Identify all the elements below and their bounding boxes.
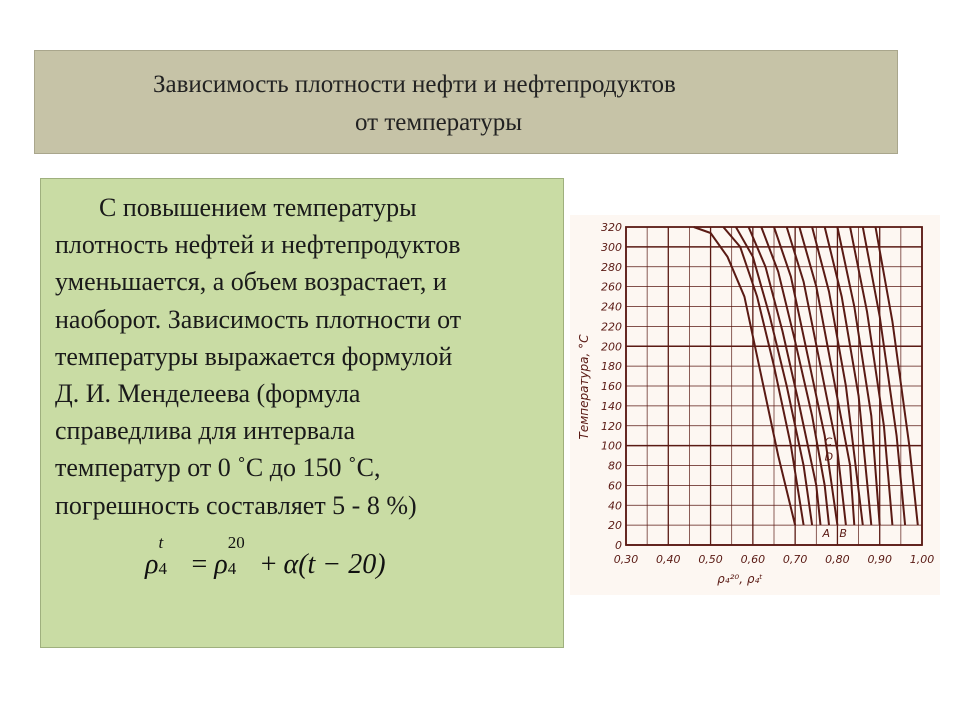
y-tick-label: 40 — [608, 499, 622, 513]
y-tick-label: 160 — [601, 380, 622, 393]
x-tick-label: 0,90 — [867, 553, 892, 566]
curve-annotation: D — [824, 450, 834, 464]
y-tick-label: 20 — [608, 519, 622, 533]
x-tick-label: 0,80 — [825, 553, 850, 566]
y-axis-label: Температура, °С — [577, 334, 591, 440]
slide-title-line-1: Зависимость плотности нефти и нефтепродуктов — [153, 71, 676, 98]
text-panel — [40, 178, 564, 648]
body-line: температуры выражается формулой — [55, 341, 453, 371]
body-line: уменьшается, а объем возрастает, и — [55, 267, 447, 297]
x-tick-label: 0,60 — [740, 553, 766, 566]
x-tick-label: 0,40 — [656, 553, 681, 566]
body-line: наоборот. Зависимость плотности от — [55, 304, 462, 334]
y-tick-label: 220 — [601, 320, 622, 334]
body-line: погрешность составляет 5 - 8 %) — [55, 490, 417, 520]
x-tick-label: 0,70 — [782, 553, 808, 566]
body-line: справедлива для интервала — [55, 416, 356, 446]
y-tick-label: 240 — [601, 300, 622, 314]
y-tick-label: 140 — [601, 399, 622, 413]
density-curve — [723, 227, 803, 525]
body-line: С повышением температуры — [99, 193, 417, 222]
y-tick-label: 320 — [601, 221, 622, 234]
curve-annotation: A — [822, 527, 831, 541]
body-line: плотность нефтей и нефтепродуктов — [55, 230, 461, 260]
body-paragraph — [55, 189, 553, 524]
body-line: Д. И. Менделеева (формула — [55, 379, 361, 409]
y-tick-label: 120 — [601, 419, 622, 433]
density-temperature-chart — [570, 215, 940, 595]
y-tick-label: 100 — [601, 439, 622, 453]
slide-title-box — [34, 50, 898, 154]
x-tick-label: 0,30 — [613, 553, 639, 566]
curve-annotation: C — [824, 435, 833, 449]
x-tick-label: 0,50 — [698, 553, 723, 566]
body-line: температур от 0 ˚С до 150 ˚С, — [55, 453, 381, 483]
y-tick-label: 0 — [615, 539, 622, 552]
density-curve — [876, 227, 918, 525]
slide-title-line-2: от температуры — [355, 109, 523, 136]
y-tick-label: 60 — [608, 479, 622, 493]
mendeleev-formula: ρ t 4 = ρ 20 4 + α(t − 20) — [145, 533, 386, 580]
y-tick-label: 280 — [601, 260, 622, 274]
chart-svg — [570, 215, 940, 595]
density-curve — [694, 227, 795, 525]
y-tick-label: 180 — [601, 360, 622, 374]
y-tick-label: 260 — [601, 280, 622, 294]
y-tick-label: 300 — [601, 240, 622, 254]
curve-annotation: B — [839, 527, 847, 541]
x-axis-label: ρ₄²⁰, ρ₄ᵗ — [717, 572, 763, 586]
y-tick-label: 200 — [601, 340, 622, 354]
x-tick-label: 1,00 — [909, 553, 935, 566]
y-tick-label: 80 — [608, 459, 622, 473]
